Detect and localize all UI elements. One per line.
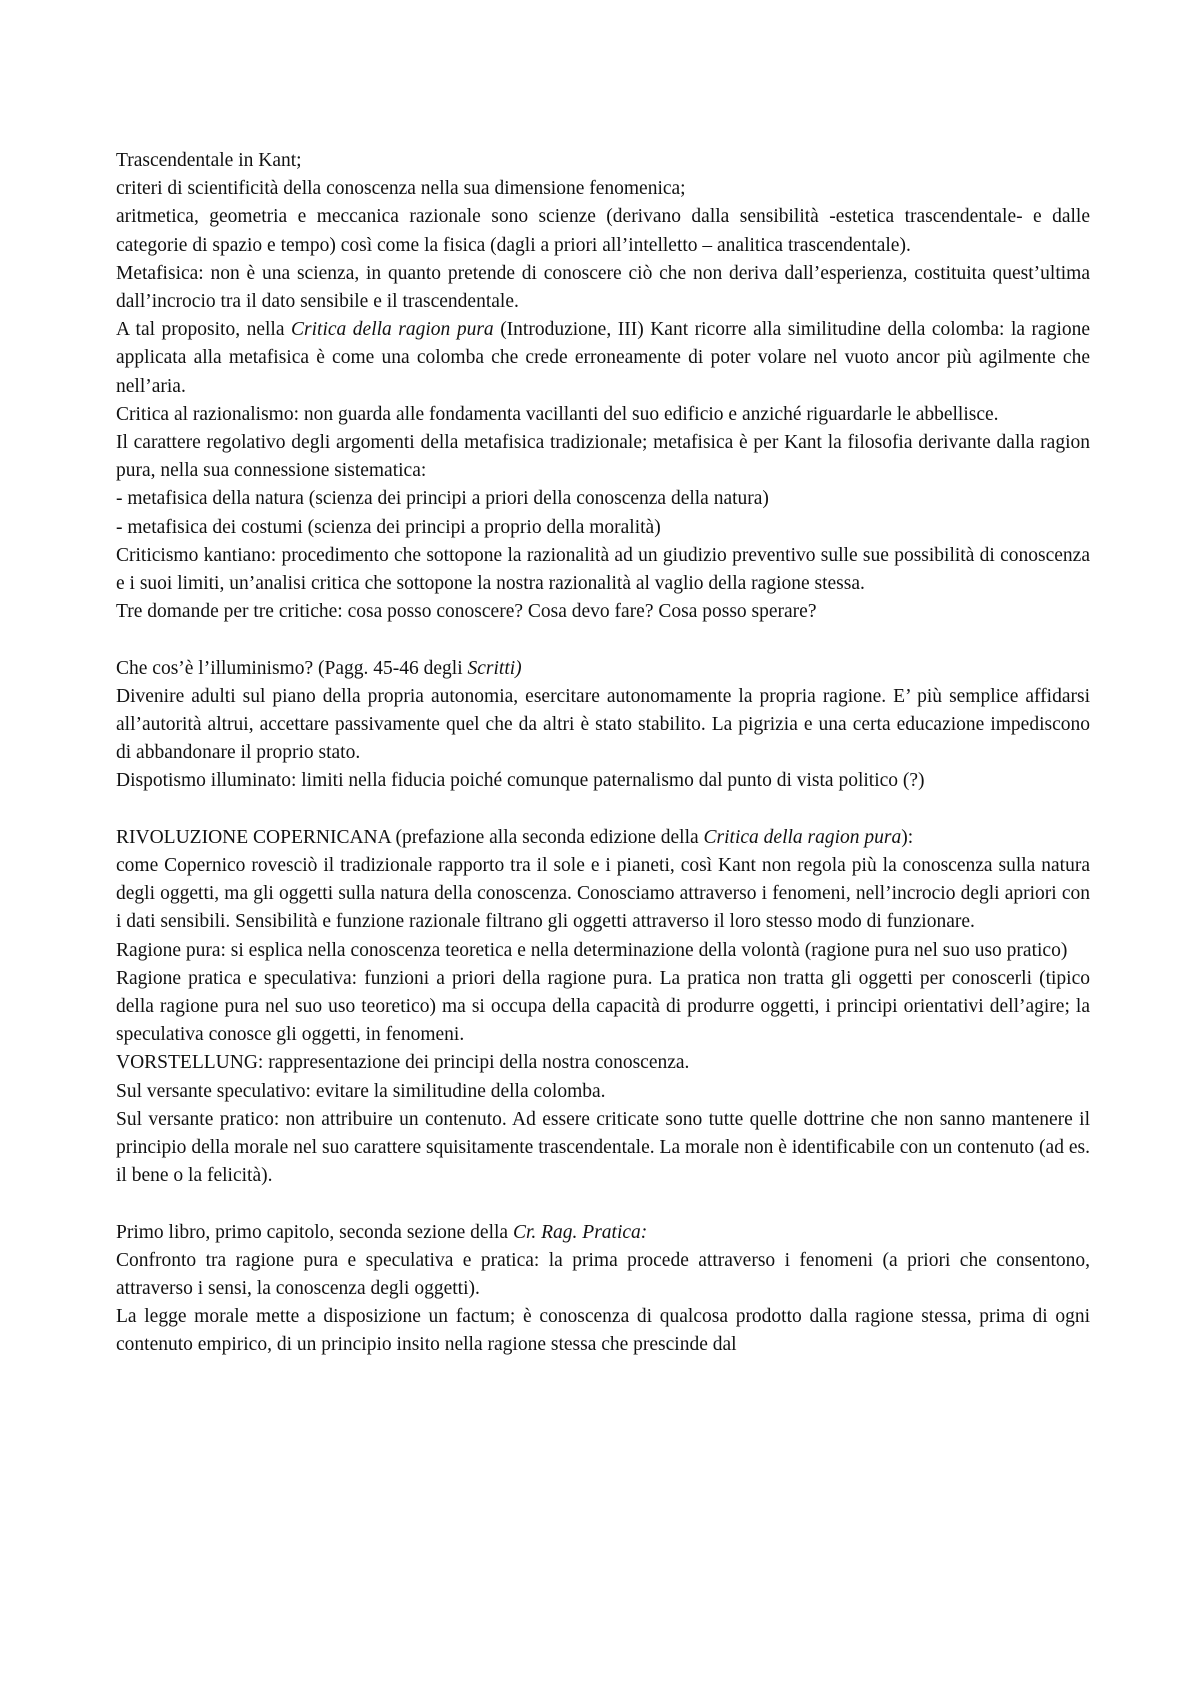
paragraph <box>116 316 1090 401</box>
paragraph-gap <box>116 1190 1090 1218</box>
paragraph: Trascendentale in Kant; <box>116 150 302 171</box>
section-heading <box>116 1219 1090 1247</box>
paragraph: Dispotismo illuminato: limiti nella fiducia poiché comunque paternalismo dal punto di vista politico (?) <box>116 770 925 792</box>
italic-title: Critica della ragion pura <box>703 826 902 848</box>
paragraph: Divenire adulti sul piano della propria autonomia, esercitare autonomamente la propria ragione. E’ più semplice affidarsi all’autorità altrui, accettare passivamente quel che da altri è stato stabilito. La pigrizia e una certa educazione impediscono di abbandonare il proprio stato. <box>116 685 1090 764</box>
paragraph: Critica al razionalismo: non guarda alle fondamenta vacillanti del suo edificio e anziché riguardarle le abbellisce. <box>116 403 999 425</box>
paragraph: Metafisica: non è una scienza, in quanto pretende di conoscere ciò che non deriva dall’esperienza, costituita quest’ultima dall’incrocio tra il dato sensibile e il trascendentale. <box>116 262 1090 313</box>
italic-title: Critica della ragion pura <box>291 319 494 341</box>
paragraph: Ragione pura: si esplica nella conoscenza teoretica e nella determinazione della volontà (ragione pura nel suo uso pratico) <box>116 939 1068 961</box>
section-kant-trascendentale <box>116 147 1090 626</box>
paragraph: aritmetica, geometria e meccanica razionale sono scienze (derivano dalla sensibilità -estetica trascendentale- e dalle categorie di spazio e tempo) così come la fisica (dagli a priori all’intelletto – analitica trascendentale). <box>116 206 1090 256</box>
italic-title: Scritti) <box>467 657 522 679</box>
paragraph: come Copernico rovesciò il tradizionale rapporto tra il sole e i pianeti, così Kant non regola più la conoscenza sulla natura degli oggetti, ma gli oggetti sulla natura della conoscenza. Conosciamo attraverso i fenomeni, nell’incrocio degli apriori con i dati sensibili. Sensibilità e funzione razionale filtrano gli oggetti attraverso il loro stesso modo di funzionare. <box>116 855 1090 933</box>
list-item: - metafisica della natura (scienza dei principi a priori della conoscenza della natura) <box>116 488 769 510</box>
section-illuminismo <box>116 655 1090 796</box>
list-item: - metafisica dei costumi (scienza dei principi a proprio della moralità) <box>116 516 661 538</box>
paragraph-gap <box>116 626 1090 654</box>
italic-title: Cr. Rag. Pratica: <box>512 1221 648 1243</box>
paragraph: VORSTELLUNG: rappresentazione dei principi della nostra conoscenza. <box>116 1052 690 1074</box>
paragraph: Criticismo kantiano: procedimento che sottopone la razionalità ad un giudizio preventivo sulle sue possibilità di conoscenza e i suoi limiti, un’analisi critica che sottopone la nostra razionalità al vaglio della ragione stessa. <box>116 544 1090 595</box>
paragraph-gap <box>116 796 1090 824</box>
section-critica-ragion-pratica <box>116 1219 1090 1360</box>
paragraph: criteri di scientificità della conoscenza nella sua dimensione fenomenica; <box>116 178 686 200</box>
paragraph: Sul versante pratico: non attribuire un contenuto. Ad essere criticate sono tutte quelle dottrine che non sanno mantenere il principio della morale nel suo carattere squisitamente trascendentale. La morale non è identificabile con un contenuto (ad es. il bene o la felicità). <box>116 1108 1090 1187</box>
paragraph: Ragione pratica e speculativa: funzioni a priori della ragione pura. La pratica non tratta gli oggetti per conoscerli (tipico della ragione pura nel suo uso teoretico) ma si occupa della capacità di produrre oggetti, i principi orientativi dell’agire; la speculativa conosce gli oggetti, in fenomeni. <box>116 967 1090 1046</box>
document-page <box>116 147 1090 1360</box>
paragraph: Sul versante speculativo: evitare la similitudine della colomba. <box>116 1080 606 1102</box>
paragraph: Confronto tra ragione pura e speculativa e pratica: la prima procede attraverso i fenomeni (a priori che consentono, attraverso i sensi, la conoscenza degli oggetti). <box>116 1249 1090 1300</box>
section-heading <box>116 655 1090 683</box>
paragraph: Il carattere regolativo degli argomenti della metafisica tradizionale; metafisica è per Kant la filosofia derivante dalla ragion pura, nella sua connessione sistematica: <box>116 432 1090 482</box>
section-heading <box>116 824 1090 852</box>
text-run: Che cos’è l’illuminismo? (Pagg. 45-46 degli <box>116 657 468 679</box>
text-run: (Introduzione, III) Kant ricorre alla similitudine della colomba: la ragione applicata alla metafisica è come una colomba che crede erroneamente di poter volare nel vuoto ancor più agilmente che nell’aria. <box>116 319 1091 397</box>
section-rivoluzione-copernicana <box>116 824 1090 1191</box>
text-run: Primo libro, primo capitolo, seconda sezione della <box>116 1221 513 1243</box>
text-run: ): <box>901 826 914 848</box>
paragraph: Tre domande per tre critiche: cosa posso conoscere? Cosa devo fare? Cosa posso sperare? <box>116 601 817 623</box>
text-run: A tal proposito, nella <box>116 319 292 341</box>
paragraph: La legge morale mette a disposizione un factum; è conoscenza di qualcosa prodotto dalla ragione stessa, prima di ogni contenuto empirico, di un principio insito nella ragione stessa che prescinde dal <box>116 1306 1090 1356</box>
text-run: RIVOLUZIONE COPERNICANA (prefazione alla seconda edizione della <box>116 826 704 848</box>
